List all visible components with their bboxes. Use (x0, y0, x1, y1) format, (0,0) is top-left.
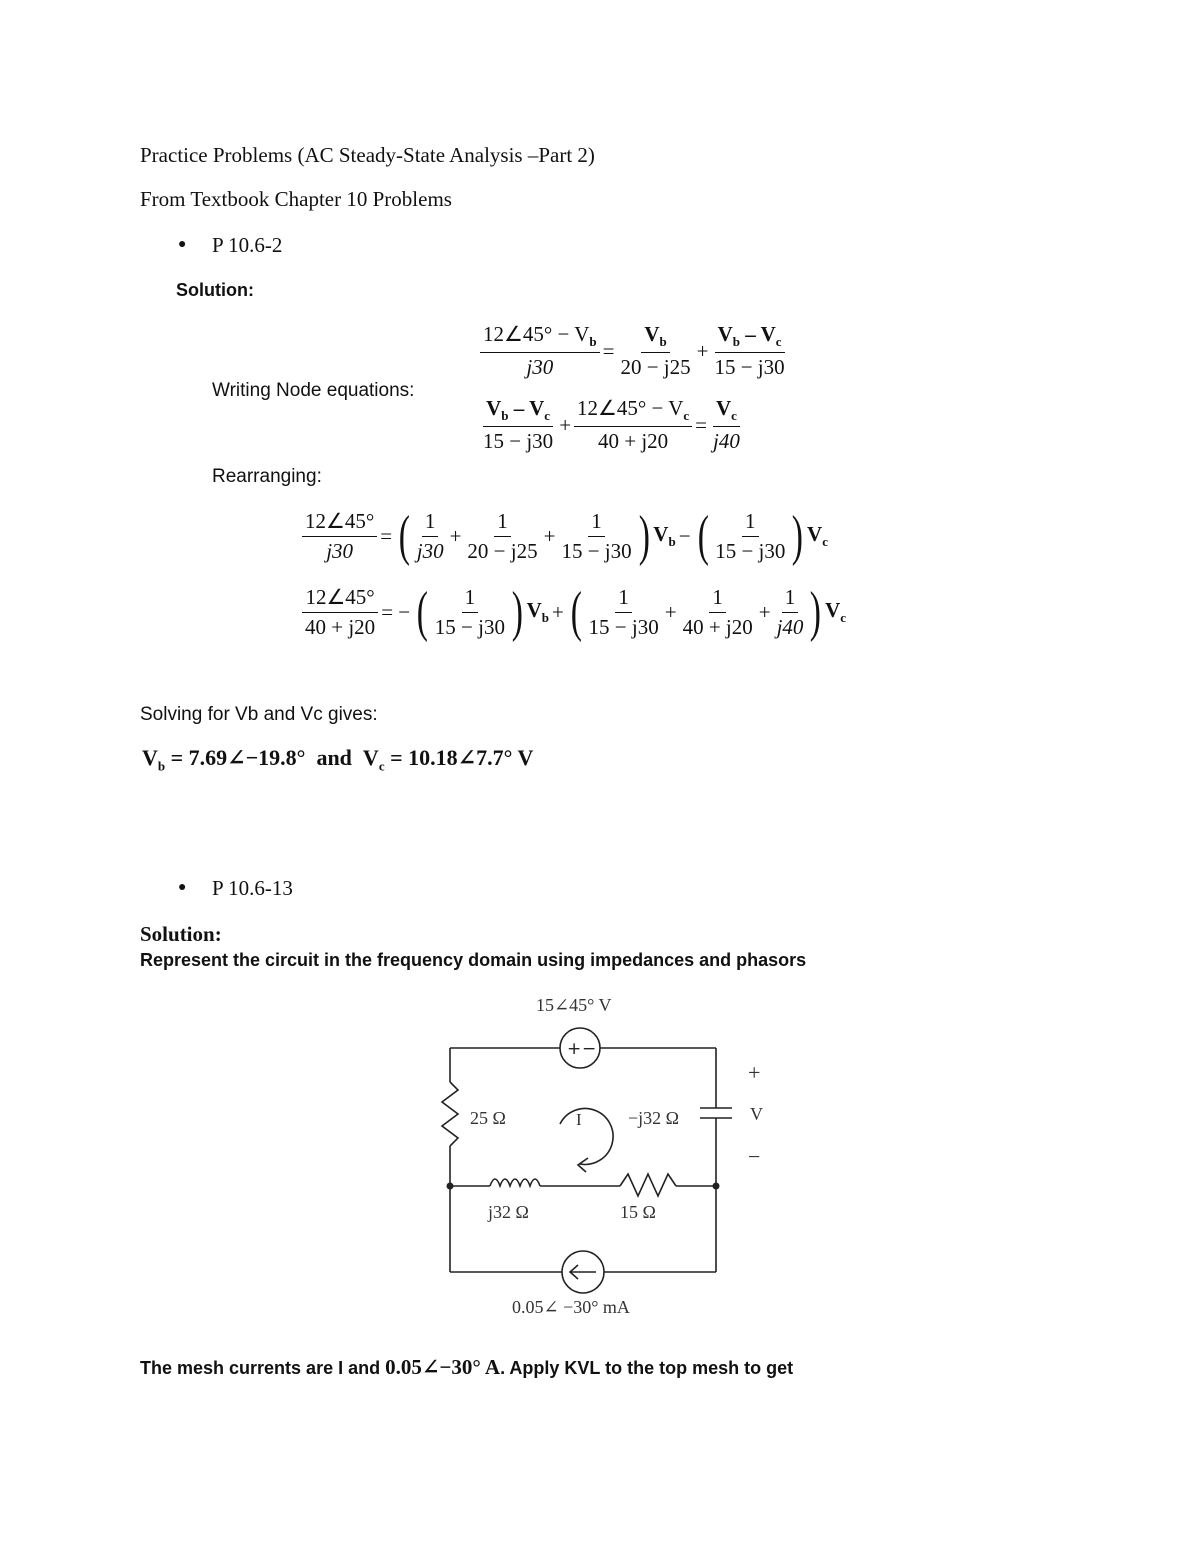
page-subtitle: From Textbook Chapter 10 Problems (140, 187, 452, 211)
result-line: $V_b$ = 7.69∠−19.8° and $V_c$ = 10.18∠7.7° V (142, 745, 534, 774)
node-equation-1: $\frac{12\angle 45^\circ - V_b}{j30}$ = $\frac{V_b}{20 - j25}$ + $\frac{V_b - V_c}{15 - j30}$ (480, 322, 788, 380)
problem-label: P 10.6-2 (212, 233, 283, 257)
rearranging-label: Rearranging: (212, 466, 322, 487)
svg-text:+: + (567, 1039, 582, 1059)
plus-label: + (748, 1060, 761, 1085)
v-label: V (750, 1104, 763, 1124)
problem-label: P 10.6-13 (212, 876, 293, 900)
current-source-label: 0.05∠ −30° mA (512, 1297, 630, 1317)
mesh-current-label: I (576, 1110, 582, 1129)
minus-label: − (748, 1144, 761, 1169)
page-title: Practice Problems (AC Steady-State Analysis –Part 2) (140, 143, 595, 167)
represent-text: Represent the circuit in the frequency domain using impedances and phasors (140, 950, 807, 970)
bullet-icon: ● (178, 880, 187, 895)
bullet-icon: ● (178, 237, 187, 252)
solution-label: Solution: (176, 280, 254, 300)
mesh-current-arrow-icon (560, 1108, 613, 1164)
inductor-label: j32 Ω (488, 1202, 529, 1222)
capacitor-label: −j32 Ω (628, 1108, 680, 1128)
node-icon (447, 1183, 454, 1190)
mesh-currents-text: The mesh currents are I and 0.05∠−30° A. Apply KVL to the top mesh to get (140, 1355, 794, 1379)
resistor-25-label: 25 Ω (470, 1108, 506, 1128)
resistor-25-icon (442, 1082, 458, 1146)
solution-label: Solution: (140, 922, 222, 946)
inductor-icon (490, 1179, 540, 1186)
resistor-15-label: 15 Ω (620, 1202, 656, 1222)
node-equations-label: Writing Node equations: (212, 380, 415, 401)
svg-text:−: − (582, 1039, 597, 1059)
source-voltage-label: 15∠45° V (536, 995, 612, 1015)
solving-label: Solving for Vb and Vc gives: (140, 704, 378, 725)
rearranged-equation-1: $\frac{12\angle 45^\circ}{j30}$ = ( $\frac{1}{j30}$ + $\frac{1}{20 - j25}$ + $\frac{1}{15 - j30}$ ) $V_b$ − ( $\frac{1}{15 - j30}$ ) $V_c$ (302, 508, 828, 564)
circuit-diagram (420, 990, 800, 1320)
resistor-15-icon (620, 1174, 676, 1196)
rearranged-equation-2: $\frac{12\angle 45^\circ}{40 + j20}$ = − ( $\frac{1}{15 - j30}$ ) $V_b$ + ( $\frac{1}{15 - j30}$ + $\frac{1}{40 + j20}$ + $\frac{1}{j40}$ ) $V_c$ (302, 584, 846, 640)
node-icon (713, 1183, 720, 1190)
node-equation-2: $\frac{V_b - V_c}{15 - j30}$ + $\frac{12\angle 45^\circ - V_c}{40 + j20}$ = $\frac{V_c}{j40}$ (483, 396, 740, 454)
